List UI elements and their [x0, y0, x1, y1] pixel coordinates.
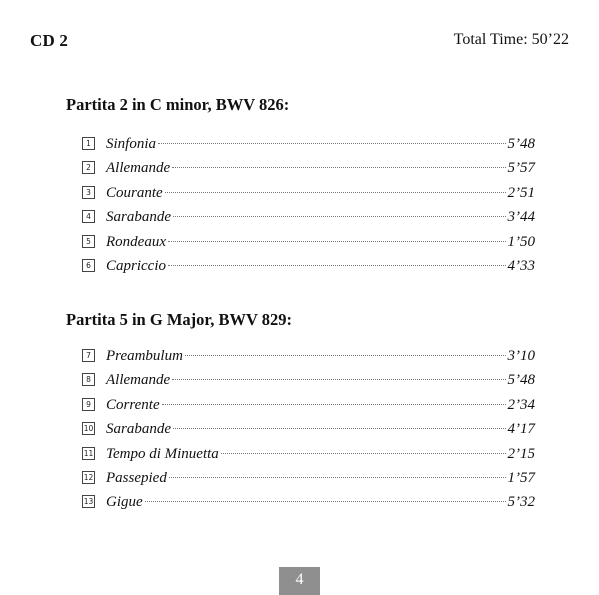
track-time: 5’57 [507, 160, 535, 177]
track-title: Capriccio [106, 257, 166, 274]
track-number-box: 9 [82, 398, 95, 411]
dot-leader [172, 378, 505, 380]
section-title-partita-2: Partita 2 in C minor, BWV 826: [66, 95, 290, 114]
cd-label: CD 2 [30, 31, 69, 50]
total-time: Total Time: 50’22 [453, 31, 569, 48]
track-row [82, 418, 535, 442]
track-row [82, 255, 535, 279]
header [30, 31, 569, 53]
track-time: 5’48 [507, 136, 535, 152]
track-row [82, 443, 535, 467]
track-title: Preambulum [106, 348, 183, 364]
track-title: Courante [106, 184, 163, 201]
track-number-box: 1 [82, 137, 95, 150]
track-time: 3’10 [507, 348, 535, 364]
dot-leader [158, 142, 505, 144]
track-time: 1’57 [507, 469, 535, 486]
track-title: Sinfonia [106, 136, 157, 152]
track-time: 4’33 [507, 257, 535, 274]
track-time: 5’32 [507, 494, 535, 511]
track-row [82, 369, 535, 393]
dot-leader [168, 240, 506, 242]
dot-leader [162, 403, 506, 405]
section-title-partita-5: Partita 5 in G Major, BWV 829: [66, 310, 292, 329]
dot-leader [165, 191, 506, 193]
dot-leader [221, 452, 506, 454]
track-title: Corrente [106, 396, 160, 413]
dot-leader [173, 427, 506, 429]
track-number-box: 2 [82, 161, 95, 174]
track-row [82, 491, 535, 515]
track-number-box: 10 [83, 424, 94, 434]
dot-leader [169, 476, 506, 478]
track-number-box: 5 [82, 235, 95, 248]
track-number-box: 7 [82, 349, 95, 362]
track-time: 2’34 [507, 396, 535, 413]
track-title: Allemande [106, 372, 171, 389]
track-time: 5’48 [507, 372, 535, 389]
track-title: Passepied [106, 469, 167, 486]
track-title: Tempo di Minuetta [106, 445, 219, 462]
track-time: 2’51 [507, 184, 535, 201]
track-number-box: 4 [82, 210, 95, 223]
track-list-partita-5 [82, 345, 535, 516]
page-number: 4 [279, 567, 320, 595]
track-row [82, 345, 535, 369]
track-row [82, 394, 535, 418]
dot-leader [145, 500, 506, 502]
track-row [82, 133, 535, 157]
track-number-box: 3 [82, 186, 95, 199]
track-title: Allemande [106, 160, 171, 177]
track-number-box: 8 [82, 373, 95, 386]
track-number-box: 6 [82, 259, 95, 272]
track-title: Sarabande [106, 209, 171, 226]
track-number-box: 13 [83, 497, 94, 507]
track-time: 3’44 [507, 209, 535, 226]
track-row [82, 182, 535, 206]
track-number-box: 12 [83, 472, 94, 482]
track-time: 2’15 [507, 445, 535, 462]
track-time: 1’50 [507, 233, 535, 250]
dot-leader [185, 354, 506, 356]
dot-leader [173, 215, 506, 217]
track-row [82, 231, 535, 255]
dot-leader [172, 166, 505, 168]
track-list-partita-2 [82, 133, 535, 279]
track-row [82, 157, 535, 181]
track-title: Rondeaux [106, 233, 166, 250]
track-time: 4’17 [507, 421, 535, 438]
dot-leader [168, 264, 506, 266]
track-title: Sarabande [106, 421, 171, 438]
track-row [82, 467, 535, 491]
track-number-box: 11 [83, 448, 94, 458]
track-title: Gigue [106, 494, 143, 511]
track-row [82, 206, 535, 230]
